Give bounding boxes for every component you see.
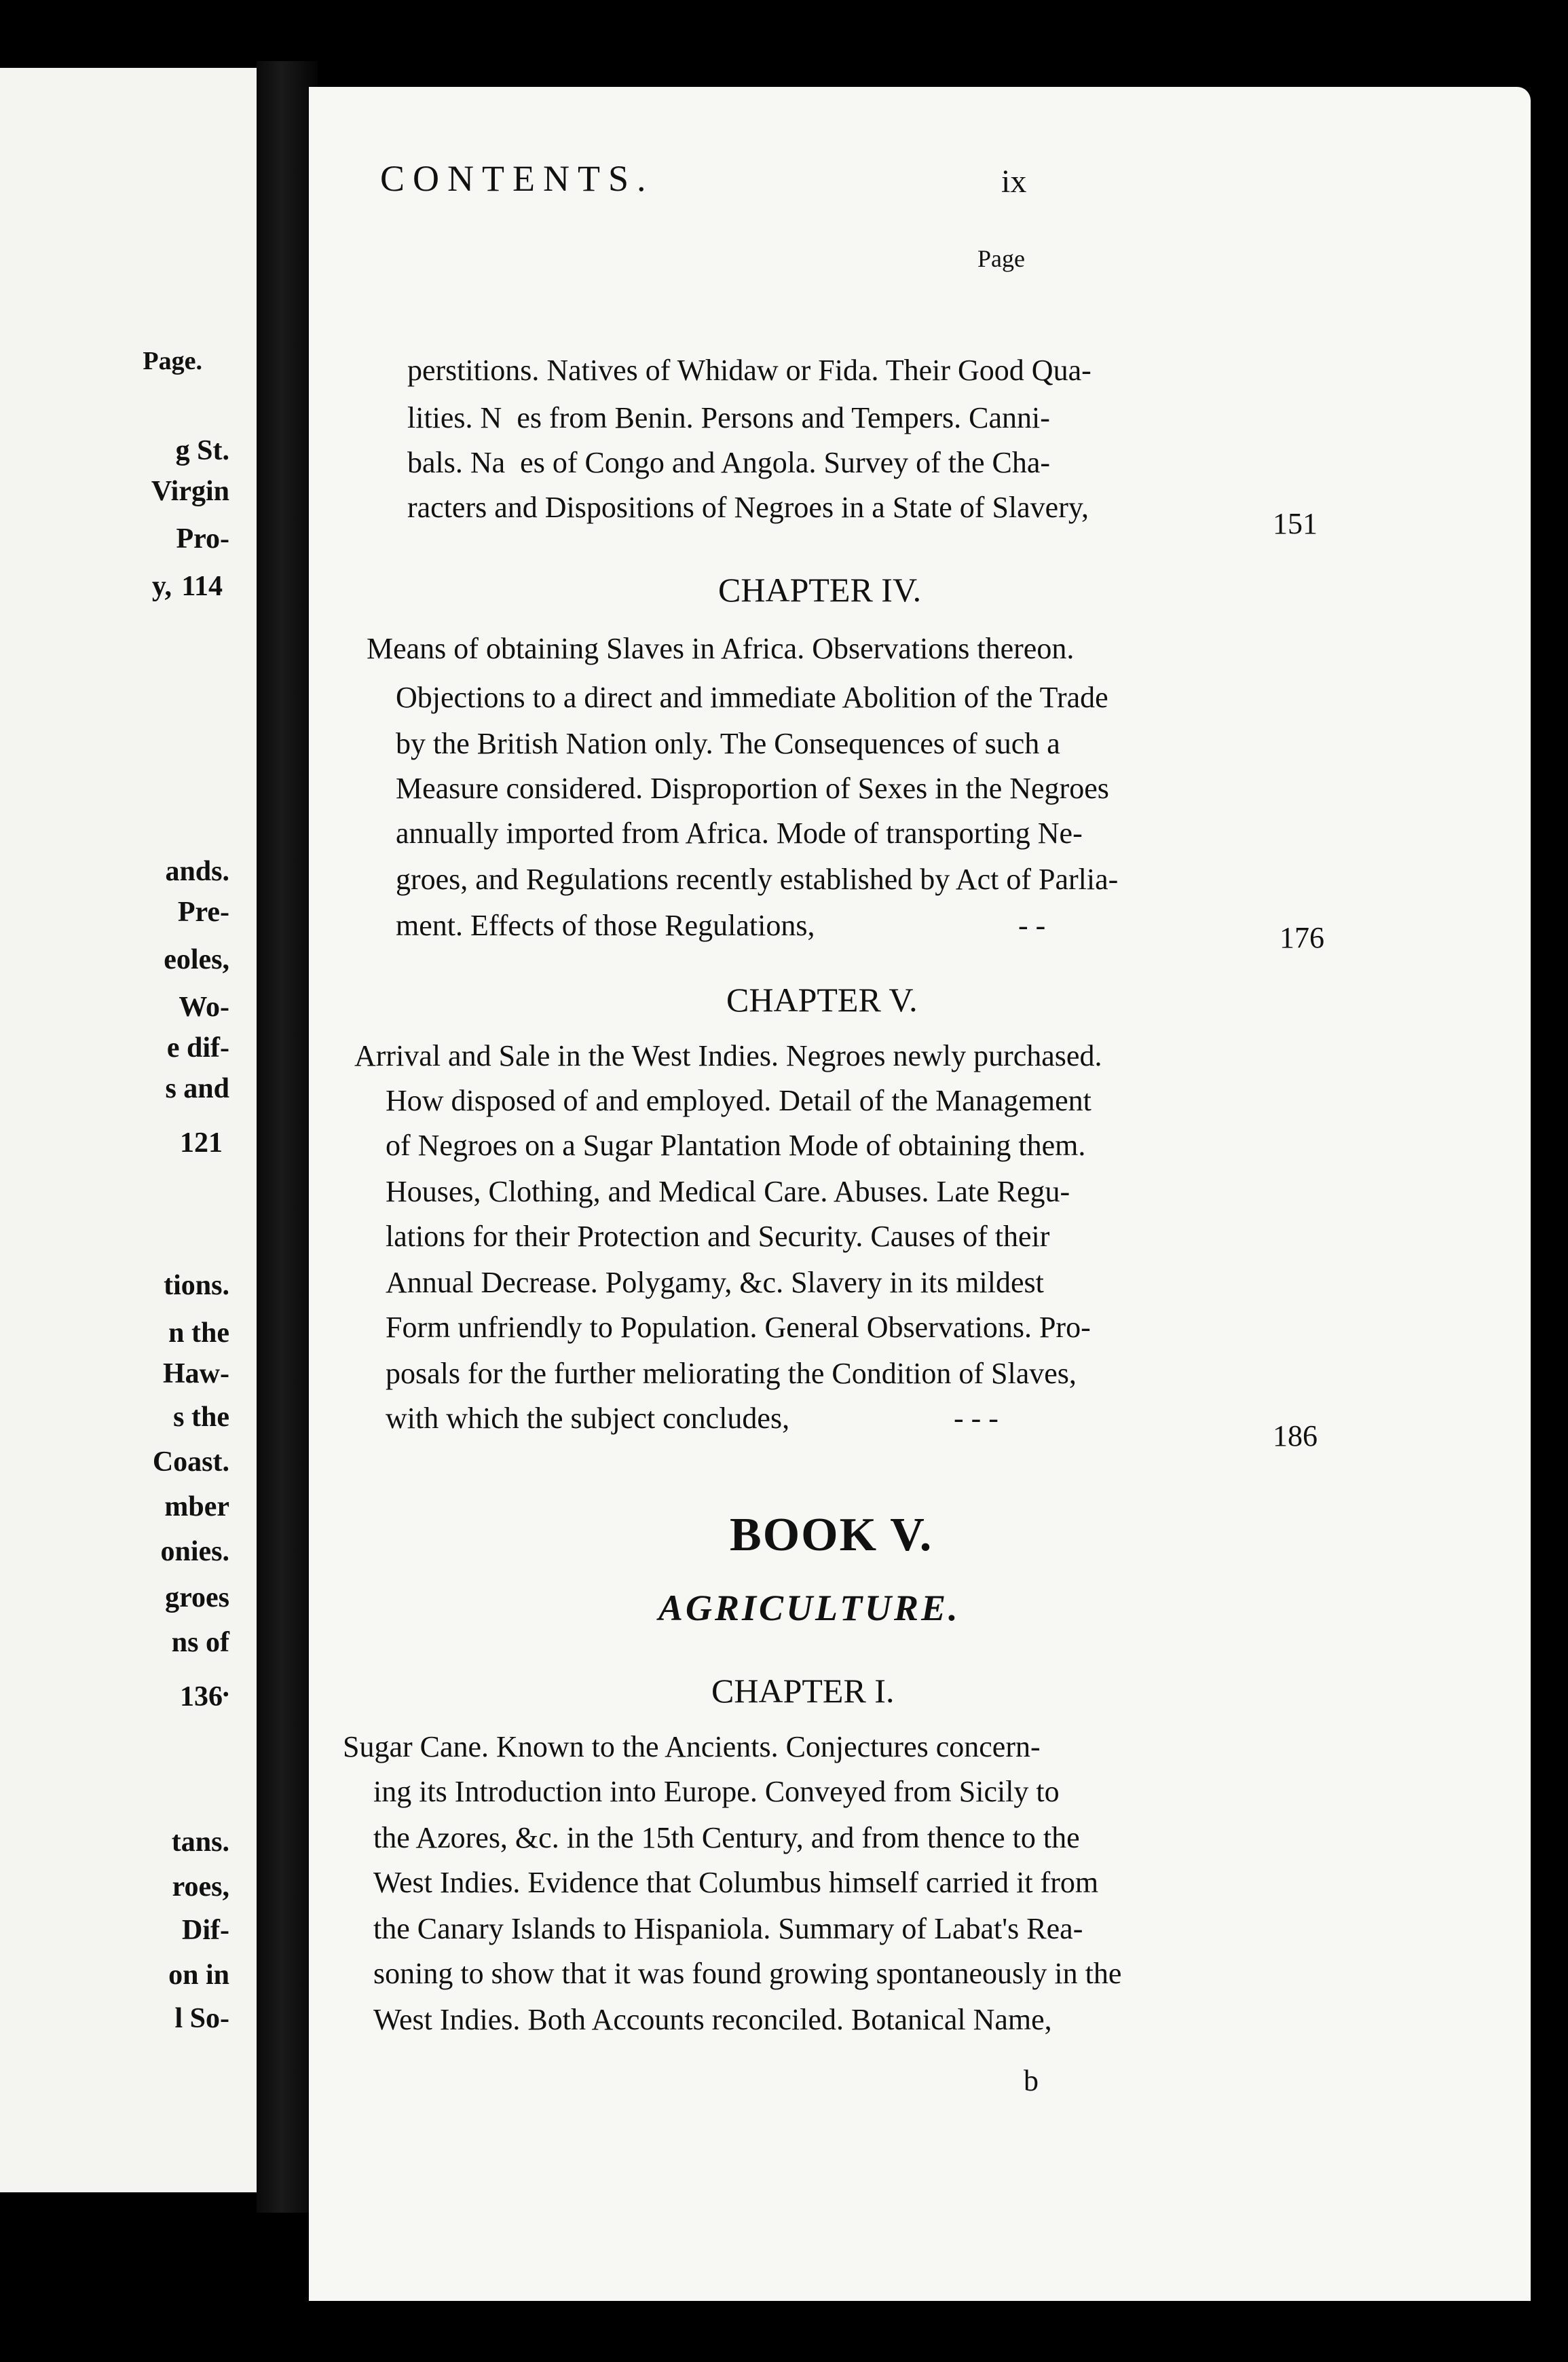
chapter-v-leader-dashes: - - - — [954, 1402, 998, 1435]
chapter-iv-line: by the British Nation only. The Consequences of such a — [396, 727, 1060, 760]
left-page-fragment: ns of — [171, 1627, 229, 1658]
book-v-chapter-i-line: the Azores, &c. in the 15th Century, and from thence to the — [373, 1821, 1080, 1854]
left-facing-page — [0, 68, 257, 2192]
book-v-chapter-i-line: ing its Introduction into Europe. Conveyed from Sicily to — [373, 1775, 1060, 1808]
chapter-iv-line: groes, and Regulations recently established by Act of Parlia- — [396, 863, 1119, 896]
left-page-fragment: 121 — [180, 1127, 223, 1159]
chapter-iv-page-number: 176 — [1280, 921, 1324, 954]
page-header-title: CONTENTS. — [380, 158, 654, 199]
book-v-subtitle: AGRICULTURE. — [658, 1588, 960, 1628]
left-page-fragment: on in — [168, 1960, 229, 1991]
chapter-iv-heading: CHAPTER IV. — [718, 571, 922, 609]
continuation-line: racters and Dispositions of Negroes in a State of Slavery, — [407, 491, 1089, 524]
left-page-fragment: mber — [164, 1491, 229, 1522]
book-v-chapter-i-line: West Indies. Both Accounts reconciled. Botanical Name, — [373, 2003, 1052, 2036]
chapter-iv-line: Means of obtaining Slaves in Africa. Observations thereon. — [367, 632, 1075, 665]
chapter-v-line: Form unfriendly to Population. General Observations. Pro- — [386, 1311, 1091, 1344]
chapter-v-line: lations for their Protection and Security. Causes of their — [386, 1220, 1050, 1253]
chapter-v-line: posals for the further meliorating the Condition of Slaves, — [386, 1357, 1077, 1390]
chapter-v-line: with which the subject concludes, — [386, 1402, 790, 1435]
left-page-fragment: s and — [165, 1073, 229, 1104]
left-page-fragment: . — [222, 1672, 229, 1703]
chapter-v-line: Arrival and Sale in the West Indies. Negroes newly purchased. — [354, 1039, 1102, 1072]
left-page-fragment: Pre- — [177, 897, 229, 928]
chapter-iv-line: annually imported from Africa. Mode of transporting Ne- — [396, 817, 1083, 850]
book-v-chapter-i-line: the Canary Islands to Hispaniola. Summary of Labat's Rea- — [373, 1912, 1083, 1945]
left-page-fragment: e dif- — [166, 1032, 229, 1064]
left-page-fragment: tans. — [171, 1826, 229, 1858]
left-page-fragment: groes — [165, 1582, 229, 1613]
left-page-fragment: Pro- — [176, 523, 229, 555]
chapter-v-line: Annual Decrease. Polygamy, &c. Slavery in its mildest — [386, 1266, 1044, 1299]
left-page-fragment: Haw- — [163, 1358, 229, 1389]
continuation-line: perstitions. Natives of Whidaw or Fida. Their Good Qua- — [407, 354, 1091, 387]
left-page-fragment: Wo- — [179, 992, 229, 1023]
left-page-fragment: g St. — [175, 435, 229, 466]
chapter-v-line: Houses, Clothing, and Medical Care. Abuses. Late Regu- — [386, 1175, 1070, 1208]
chapter-iv-line: Measure considered. Disproportion of Sexes in the Negroes — [396, 772, 1109, 805]
left-page-fragment: roes, — [172, 1871, 229, 1902]
left-page-fragment: 114 — [181, 571, 223, 602]
page-column-label: Page — [977, 245, 1025, 272]
book-v-chapter-i-heading: CHAPTER I. — [711, 1672, 895, 1710]
left-page-fragment: ands. — [165, 856, 229, 887]
left-page-fragment: y, — [151, 571, 172, 602]
chapter-v-page-number: 186 — [1273, 1419, 1318, 1452]
page-number: ix — [1001, 164, 1027, 200]
chapter-iv-line: ment. Effects of those Regulations, — [396, 909, 815, 942]
book-v-chapter-i-line: soning to show that it was found growing spontaneously in the — [373, 1957, 1122, 1990]
book-v-heading: BOOK V. — [730, 1509, 933, 1561]
left-page-fragment: Page. — [143, 347, 202, 375]
continuation-line: lities. N es from Benin. Persons and Tempers. Canni- — [407, 401, 1050, 434]
book-v-chapter-i-line: Sugar Cane. Known to the Ancients. Conjectures concern- — [343, 1730, 1041, 1763]
left-page-fragment: Coast. — [152, 1446, 229, 1478]
continuation-page-number: 151 — [1273, 507, 1318, 540]
left-page-fragment: Virgin — [151, 476, 229, 507]
left-page-fragment: Dif- — [182, 1915, 229, 1946]
left-page-fragment: l So- — [174, 2003, 229, 2034]
continuation-line: bals. Na es of Congo and Angola. Survey of the Cha- — [407, 446, 1051, 479]
signature-mark: b — [1024, 2064, 1039, 2097]
left-page-fragment: eoles, — [164, 944, 229, 975]
left-page-fragment: onies. — [160, 1536, 229, 1567]
chapter-v-line: How disposed of and employed. Detail of the Management — [386, 1084, 1091, 1117]
book-v-chapter-i-line: West Indies. Evidence that Columbus himself carried it from — [373, 1866, 1099, 1899]
left-page-fragment: 136 — [180, 1681, 223, 1712]
chapter-iv-leader-dashes: - - — [1018, 909, 1046, 942]
chapter-v-line: of Negroes on a Sugar Plantation Mode of obtaining them. — [386, 1129, 1086, 1162]
left-page-fragment: tions. — [164, 1270, 229, 1301]
left-page-fragment: s the — [173, 1402, 229, 1433]
chapter-iv-line: Objections to a direct and immediate Abolition of the Trade — [396, 681, 1108, 714]
chapter-v-heading: CHAPTER V. — [726, 981, 918, 1019]
left-page-fragment: n the — [168, 1317, 229, 1349]
